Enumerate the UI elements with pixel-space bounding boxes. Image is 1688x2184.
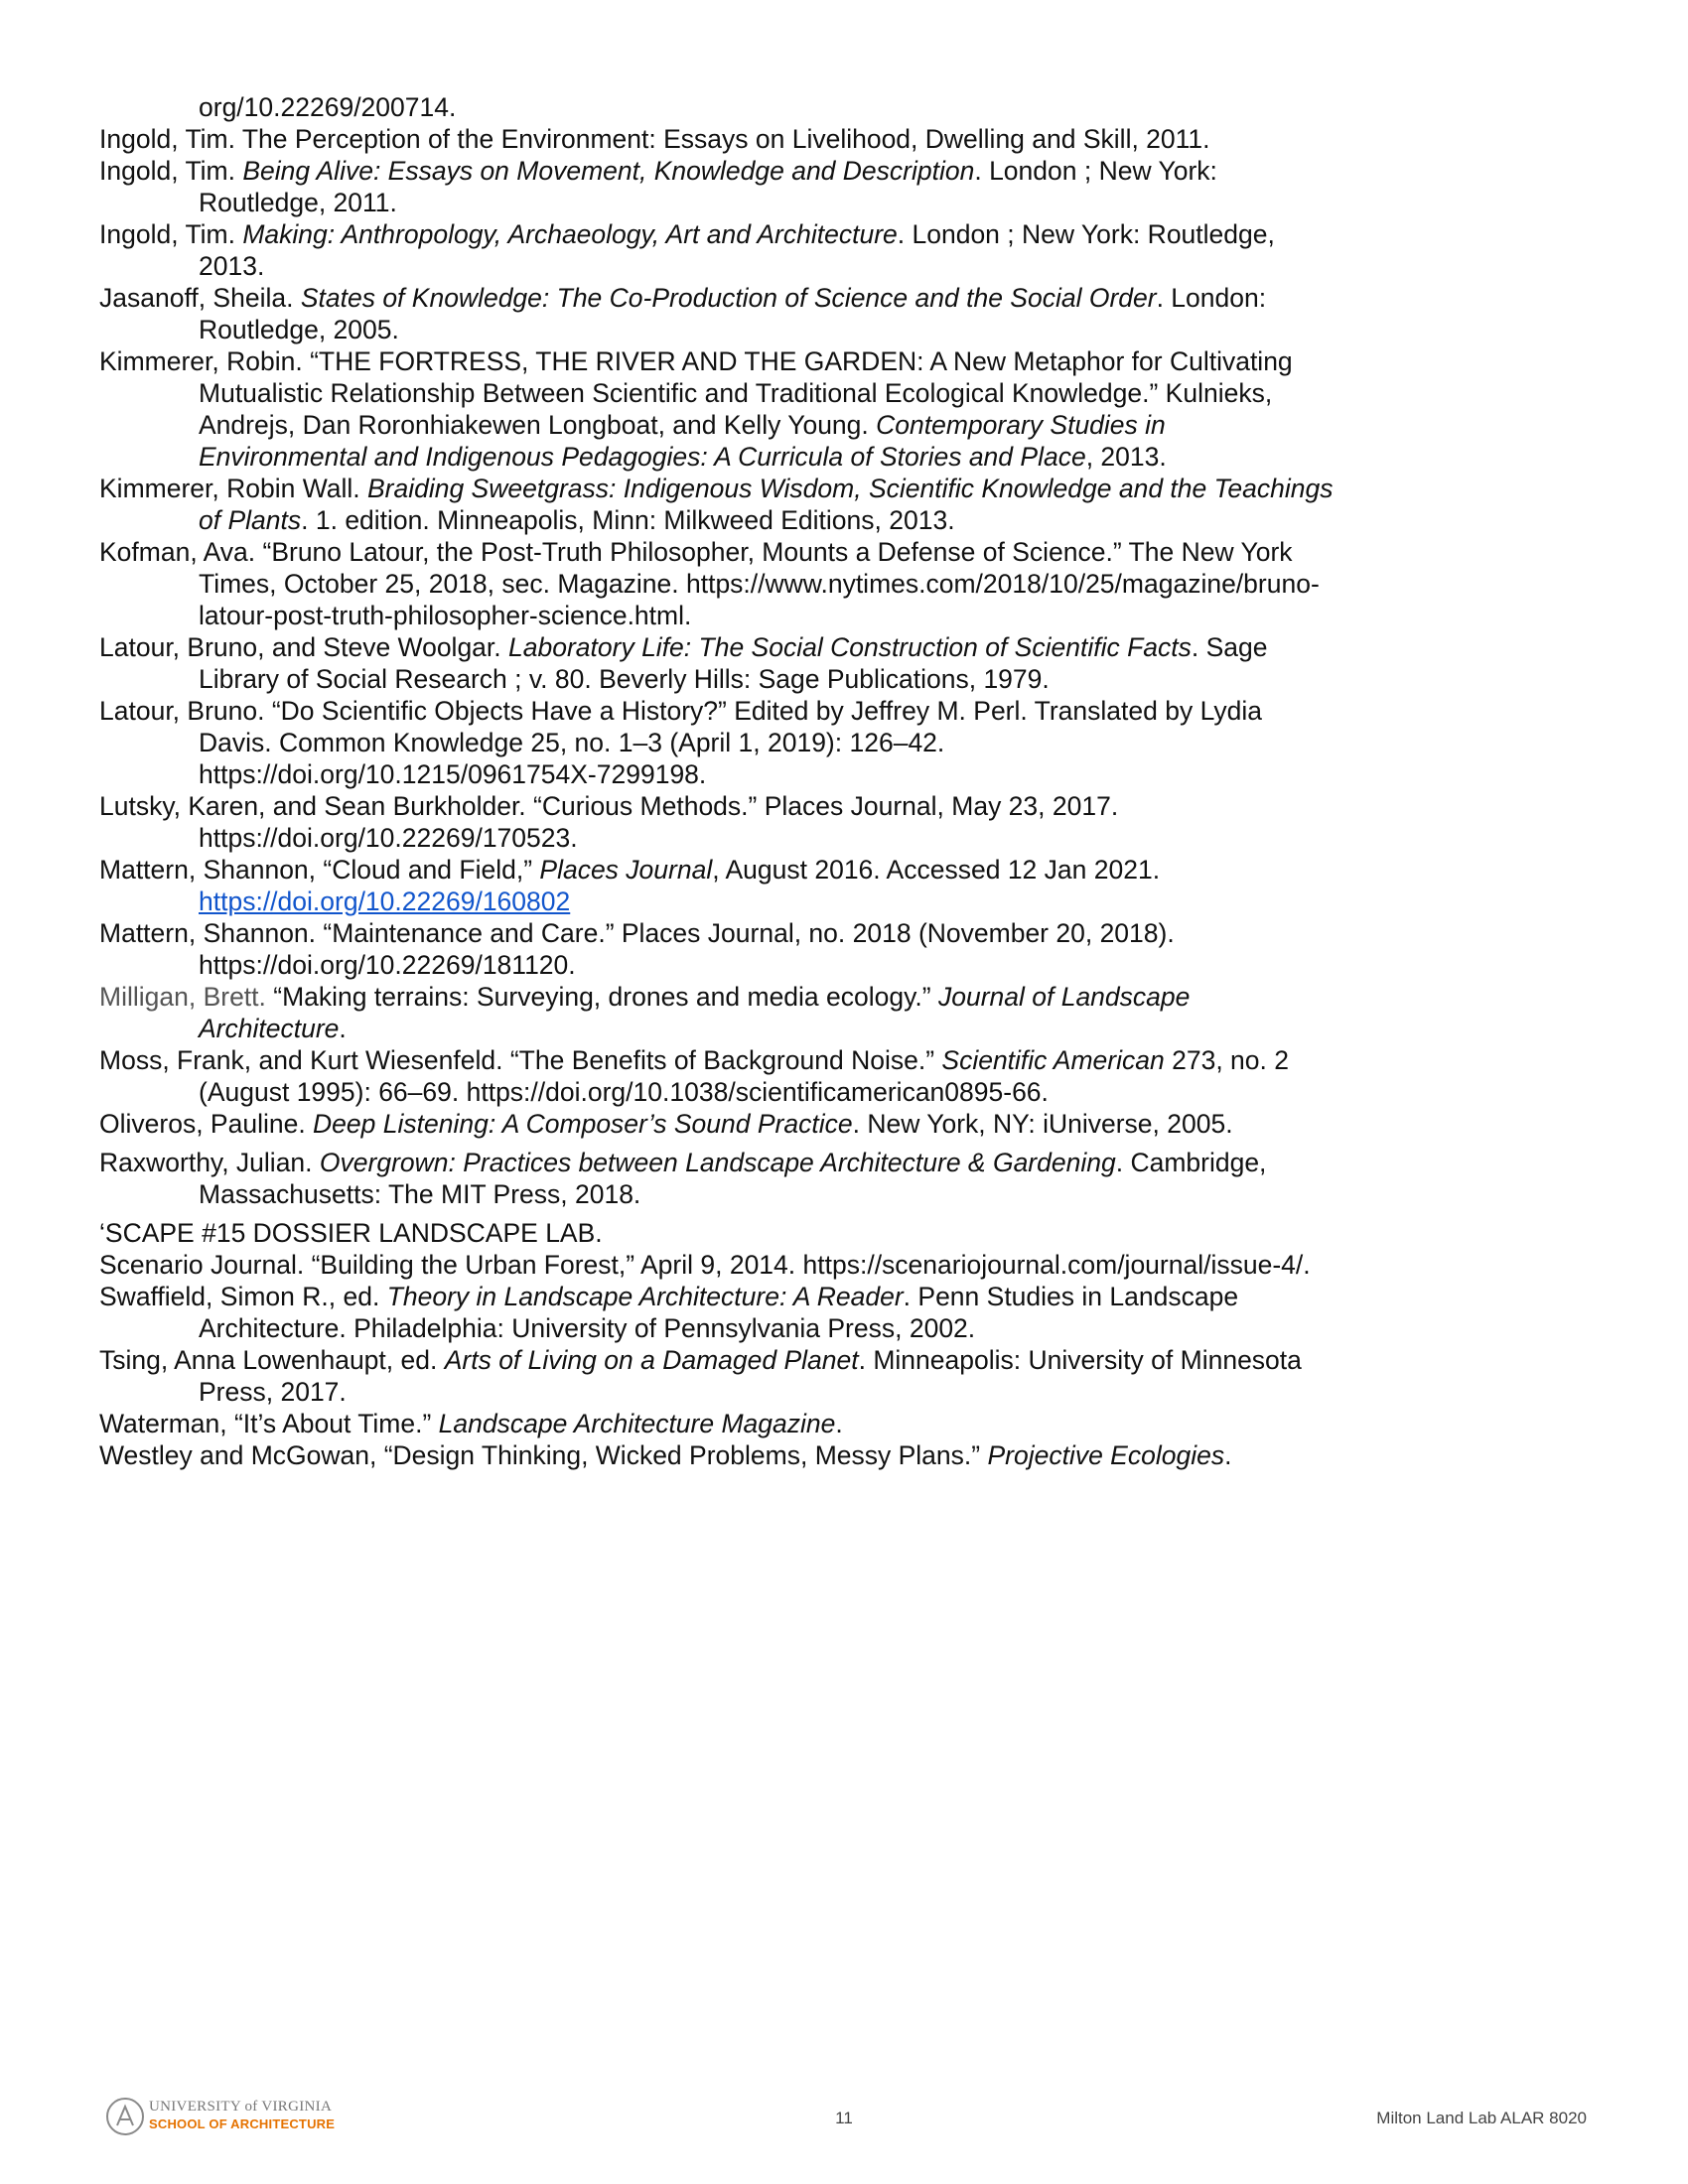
reference-text: , 2013.: [1085, 442, 1167, 472]
reference-text: . Minneapolis: University of Minnesota Press, 2017.: [199, 1345, 1302, 1407]
reference-text: Ingold, Tim.: [99, 219, 243, 249]
reference-text: Scenario Journal. “Building the Urban Forest,” April 9, 2014. https://scenariojournal.com/journal/issue-4/.: [99, 1250, 1311, 1280]
reference-title: Journal of Landscape Architecture: [199, 982, 1191, 1043]
reference-title: Deep Listening: A Composer’s Sound Practice: [313, 1109, 853, 1139]
reference-entry-cont: [99, 91, 1340, 123]
reference-title: Landscape Architecture Magazine: [438, 1409, 836, 1438]
reference-text: Westley and McGowan, “Design Thinking, Wicked Problems, Messy Plans.”: [99, 1440, 988, 1470]
logo-school-text: SCHOOL OF ARCHITECTURE: [149, 2116, 336, 2131]
reference-text: . Cambridge, Massachusetts: The MIT Press, 2018.: [199, 1148, 1267, 1209]
reference-text: Mattern, Shannon. “Maintenance and Care.” Places Journal, no. 2018 (November 20, 2018). https://doi.org/10.22269/181120.: [99, 918, 1175, 980]
logo-university-text: UNIVERSITY of VIRGINIA: [149, 2099, 333, 2115]
reference-title: Arts of Living on a Damaged Planet: [444, 1345, 859, 1375]
reference-entry-westley: [99, 1439, 1340, 1471]
reference-text: Lutsky, Karen, and Sean Burkholder. “Curious Methods.” Places Journal, May 23, 2017. https://doi.org/10.22269/170523.: [99, 791, 1119, 853]
reference-text: Oliveros, Pauline.: [99, 1109, 314, 1139]
reference-title: Scientific American: [941, 1045, 1165, 1075]
reference-entry-ingold-3: [99, 218, 1340, 282]
bibliography-list: [99, 91, 1340, 1471]
reference-text: Ingold, Tim.: [99, 156, 243, 186]
reference-text: . 1. edition. Minneapolis, Minn: Milkweed Editions, 2013.: [301, 505, 955, 535]
reference-entry-mattern-2: [99, 917, 1340, 981]
reference-entry-tsing: [99, 1344, 1340, 1408]
reference-entry-kimmerer-2: [99, 473, 1340, 536]
reference-text: Kofman, Ava. “Bruno Latour, the Post-Truth Philosopher, Mounts a Defense of Science.” The New York Times, October 25, 2018, sec. Magazine. https://www.nytimes.com/2018/10/25/magazine/bruno-latour-post-truth-philosopher-science.html.: [99, 537, 1320, 630]
reference-entry-waterman: [99, 1408, 1340, 1439]
reference-text: .: [1224, 1440, 1232, 1470]
reference-entry-ingold-1: [99, 123, 1340, 155]
reference-text: , August 2016. Accessed 12 Jan 2021.: [712, 855, 1161, 885]
reference-title: Braiding Sweetgrass: Indigenous Wisdom, Scientific Knowledge and the Teachings of Plants: [199, 474, 1334, 535]
reference-text: Milligan, Brett.: [99, 982, 274, 1012]
reference-text: Waterman, “It’s About Time.”: [99, 1409, 439, 1438]
reference-text: ‘SCAPE #15 DOSSIER LANDSCAPE LAB.: [99, 1218, 603, 1248]
reference-entry-latour: [99, 695, 1340, 790]
reference-title: Contemporary Studies in Environmental and Indigenous Pedagogies: A Curricula of Stories and Place: [199, 410, 1166, 472]
reference-title: Theory in Landscape Architecture: A Reader: [386, 1282, 904, 1311]
reference-entry-milligan: [99, 981, 1340, 1044]
reference-entry-kimmerer-1: [99, 345, 1340, 473]
reference-title: Places Journal: [539, 855, 713, 885]
reference-text: org/10.22269/200714.: [199, 92, 457, 122]
reference-text: . London: Routledge, 2005.: [199, 283, 1267, 344]
reference-entry-scenario: [99, 1249, 1340, 1281]
course-label: Milton Land Lab ALAR 8020: [1376, 2109, 1587, 2127]
page-number: 11: [835, 2109, 853, 2127]
reference-entry-mattern-1: [99, 854, 1340, 917]
reference-title: Making: Anthropology, Archaeology, Art and Architecture: [242, 219, 898, 249]
page-footer: [0, 2085, 1688, 2144]
reference-title: Projective Ecologies: [987, 1440, 1225, 1470]
reference-text: Mattern, Shannon, “Cloud and Field,”: [99, 855, 540, 885]
reference-text: Latour, Bruno, and Steve Woolgar.: [99, 632, 509, 662]
reference-text: Ingold, Tim. The Perception of the Environment: Essays on Livelihood, Dwelling and Skill, 2011.: [99, 124, 1210, 154]
reference-text: 273, no. 2 (August 1995): 66–69. https://doi.org/10.1038/scientificamerican0895-66.: [199, 1045, 1289, 1107]
reference-text: . Sage Library of Social Research ; v. 80. Beverly Hills: Sage Publications, 1979.: [199, 632, 1268, 694]
reference-text: Latour, Bruno. “Do Scientific Objects Have a History?” Edited by Jeffrey M. Perl. Translated by Lydia Davis. Common Knowledge 25, no. 1–3 (April 1, 2019): 126–42. https://doi.org/10.1215/0961754X-7299198.: [99, 696, 1262, 789]
reference-text: .: [339, 1014, 347, 1043]
reference-text: . New York, NY: iUniverse, 2005.: [852, 1109, 1233, 1139]
reference-entry-oliveros: [99, 1108, 1340, 1140]
reference-title: Overgrown: Practices between Landscape Architecture & Gardening: [319, 1148, 1116, 1177]
reference-entry-scape: [99, 1217, 1340, 1249]
reference-text: Moss, Frank, and Kurt Wiesenfeld. “The Benefits of Background Noise.”: [99, 1045, 942, 1075]
reference-entry-kofman: [99, 536, 1340, 631]
reference-entry-raxworthy: [99, 1147, 1340, 1210]
reference-text: Kimmerer, Robin. “THE FORTRESS, THE RIVER AND THE GARDEN: A New Metaphor for Cultivating Mutualistic Relationship Between Scientific and Traditional Ecological Knowledge.” Kulnieks, Andrejs, Dan Roronhiakewen Longboat, and Kelly Young.: [99, 346, 1293, 440]
reference-entry-ingold-2: [99, 155, 1340, 218]
reference-title: Being Alive: Essays on Movement, Knowledge and Description: [242, 156, 975, 186]
reference-title: Laboratory Life: The Social Construction of Scientific Facts: [508, 632, 1192, 662]
reference-entry-lutsky: [99, 790, 1340, 854]
doi-link[interactable]: https://doi.org/10.22269/160802: [199, 887, 571, 916]
reference-text: .: [835, 1409, 843, 1438]
reference-entry-moss: [99, 1044, 1340, 1108]
reference-text: Raxworthy, Julian.: [99, 1148, 320, 1177]
reference-title: States of Knowledge: The Co-Production of Science and the Social Order: [300, 283, 1157, 313]
reference-text: Tsing, Anna Lowenhaupt, ed.: [99, 1345, 445, 1375]
reference-text: “Making terrains: Surveying, drones and media ecology.”: [273, 982, 938, 1012]
reference-text: Swaffield, Simon R., ed.: [99, 1282, 387, 1311]
reference-entry-swaffield: [99, 1281, 1340, 1344]
reference-text: Jasanoff, Sheila.: [99, 283, 301, 313]
reference-text: . Penn Studies in Landscape Architecture. Philadelphia: University of Pennsylvania Press, 2002.: [199, 1282, 1239, 1343]
reference-entry-jasanoff: [99, 282, 1340, 345]
reference-text: Kimmerer, Robin Wall.: [99, 474, 367, 503]
reference-text: . London ; New York: Routledge, 2013.: [199, 219, 1275, 281]
reference-entry-latour-woolgar: [99, 631, 1340, 695]
reference-text: . London ; New York: Routledge, 2011.: [199, 156, 1217, 217]
